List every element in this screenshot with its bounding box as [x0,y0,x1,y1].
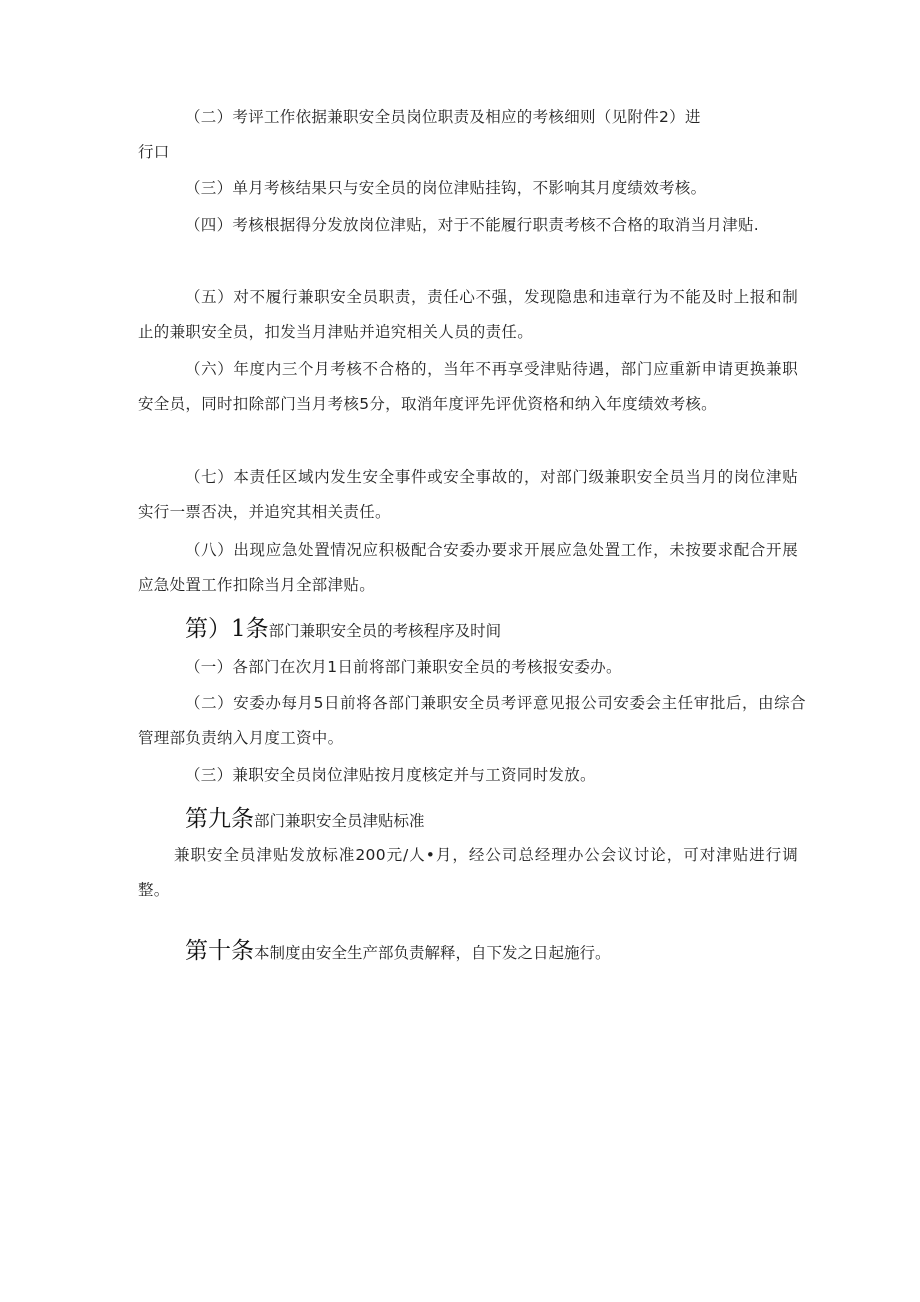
paragraph-2: （二）考评工作依据兼职安全员岗位职责及相应的考核细则（见附件2）进 [185,108,701,126]
paragraph-5: （五）对不履行兼职安全员职责，责任心不强，发现隐患和违章行为不能及时上报和制止的兼职安全员，扣发当月津贴并追究相关人员的责任。 [138,288,798,341]
article-9-body: 兼职安全员津贴发放标准200元/人•月，经公司总经理办公会议讨论，可对津贴进行调整。 [138,846,798,899]
paragraph-6: （六）年度内三个月考核不合格的，当年不再享受津贴待遇，部门应重新申请更换兼职安全员，同时扣除部门当月考核5分，取消年度评先评优资格和纳入年度绩效考核。 [138,360,798,413]
paragraph-3: （三）单月考核结果只与安全员的岗位津贴挂钩，不影响其月度绩效考核。 [185,179,707,197]
paragraph-4: （四）考核根据得分发放岗位津贴，对于不能履行职责考核不合格的取消当月津贴. [185,216,760,234]
article-8-title: 部门兼职安全员的考核程序及时间 [268,622,502,640]
article-10-number: 第十条 [185,938,254,964]
paragraph-8: （八）出现应急处置情况应积极配合安委办要求开展应急处置工作，未按要求配合开展应急处置工作扣除当月全部津贴。 [138,541,798,594]
paragraph-8-3: （三）兼职安全员岗位津贴按月度核定并与工资同时发放。 [185,766,596,784]
article-8-heading [185,610,501,643]
paragraph-7: （七）本责任区域内发生安全事件或安全事故的，对部门级兼职安全员当月的岗位津贴实行一票否决，并追究其相关责任。 [138,468,798,521]
article-8-number: 第）1条 [185,616,269,642]
article-9-number: 第九条 [185,806,254,832]
article-10-title: 本制度由安全生产部负责解释，自下发之日起施行。 [254,944,611,962]
article-9-title: 部门兼职安全员津贴标准 [254,812,425,830]
article-10-heading [185,932,611,965]
paragraph-2-continued: 行口 [138,143,170,161]
paragraph-8-2: （二）安委办每月5日前将各部门兼职安全员考评意见报公司安委会主任审批后，由综合管理部负责纳入月度工资中。 [138,694,806,747]
article-9-heading [185,800,425,833]
paragraph-8-1: （一）各部门在次月1日前将部门兼职安全员的考核报安委办。 [185,658,622,676]
